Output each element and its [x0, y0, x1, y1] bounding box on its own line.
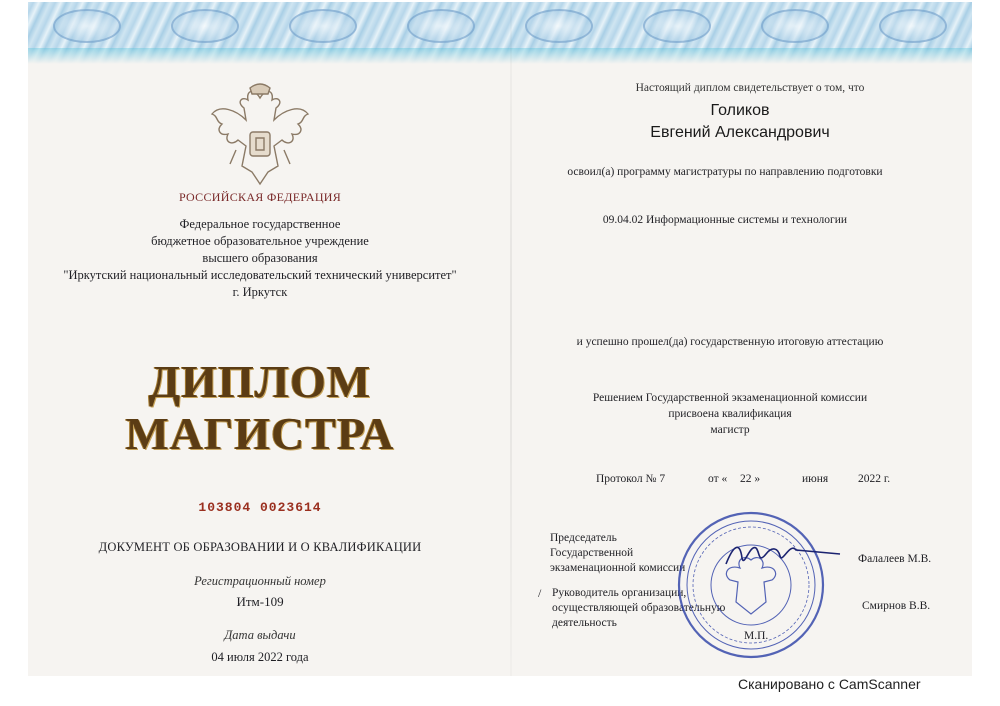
- issue-date: 04 июля 2022 года: [211, 650, 309, 664]
- program-text: освоил(а) программу магистратуры по направлению подготовки: [567, 166, 883, 178]
- page-fold: [510, 2, 512, 676]
- graduate-name: [570, 100, 910, 144]
- protocol-from: от «: [708, 473, 728, 485]
- graduate-given-names: Евгений Александрович: [650, 124, 830, 141]
- institution-line: бюджетное образовательное учреждение: [151, 234, 369, 248]
- institution-line: высшего образования: [202, 251, 318, 265]
- study-direction: 09.04.02 Информационные системы и технологии: [602, 214, 848, 226]
- guilloche-band: [28, 2, 972, 64]
- protocol-month: июня: [802, 473, 829, 485]
- document-type: ДОКУМЕНТ ОБ ОБРАЗОВАНИИ И О КВАЛИФИКАЦИИ: [98, 540, 422, 554]
- qualification-decision: [520, 390, 940, 438]
- band-medallion: [53, 9, 121, 43]
- decision-line: Решением Государственной экзаменационной комиссии: [592, 392, 868, 404]
- chair-line: экзаменационной комиссии: [550, 562, 686, 574]
- stamp-place-label: М.П.: [744, 630, 769, 642]
- band-medallion: [171, 9, 239, 43]
- graduate-surname: Голиков: [710, 102, 770, 119]
- institution-line: "Иркутский национальный исследовательский технический университет": [63, 268, 457, 282]
- head-line: осуществляющей образовательную: [552, 602, 726, 614]
- signature-icon: [720, 534, 860, 574]
- band-medallion: [761, 9, 829, 43]
- head-line: деятельность: [552, 617, 617, 629]
- slash-mark: /: [538, 586, 542, 600]
- attestation-text: и успешно прошел(да) государственную итоговую аттестацию: [576, 336, 884, 348]
- protocol-number: Протокол № 7: [596, 473, 666, 485]
- institution-line: Федеральное государственное: [179, 217, 341, 231]
- certifies-text: Настоящий диплом свидетельствует о том, что: [635, 82, 865, 94]
- chair-line: Государственной: [550, 547, 634, 559]
- institution-city: г. Иркутск: [232, 285, 288, 299]
- band-medallion: [643, 9, 711, 43]
- issue-date-label: Дата выдачи: [224, 628, 296, 642]
- institution-block: [40, 216, 480, 301]
- band-medallion: [407, 9, 475, 43]
- band-medallion: [525, 9, 593, 43]
- band-medallion: [879, 9, 947, 43]
- country-name: РОССИЙСКАЯ ФЕДЕРАЦИЯ: [178, 190, 342, 204]
- head-name: Смирнов В.В.: [862, 600, 931, 612]
- band-medallion: [289, 9, 357, 43]
- title-line-diploma: ДИПЛОМ: [148, 356, 372, 407]
- chair-name: Фалалеев М.В.: [858, 553, 932, 565]
- head-line: Руководитель организации,: [552, 587, 687, 599]
- registration-number: Итм-109: [236, 594, 284, 609]
- scanner-watermark: Сканировано с CamScanner: [738, 676, 921, 692]
- document-title: [70, 356, 450, 460]
- registration-label: Регистрационный номер: [194, 574, 326, 588]
- serial-number: 103804 0023614: [198, 500, 322, 515]
- decision-line: присвоена квалификация: [668, 408, 792, 420]
- title-line-master: МАГИСТРА: [125, 408, 395, 459]
- protocol-day: 22 »: [740, 473, 761, 485]
- protocol-year: 2022 г.: [858, 473, 891, 485]
- chair-line: Председатель: [550, 532, 617, 544]
- qualification-value: магистр: [710, 424, 750, 436]
- coat-of-arms-icon: [206, 80, 314, 192]
